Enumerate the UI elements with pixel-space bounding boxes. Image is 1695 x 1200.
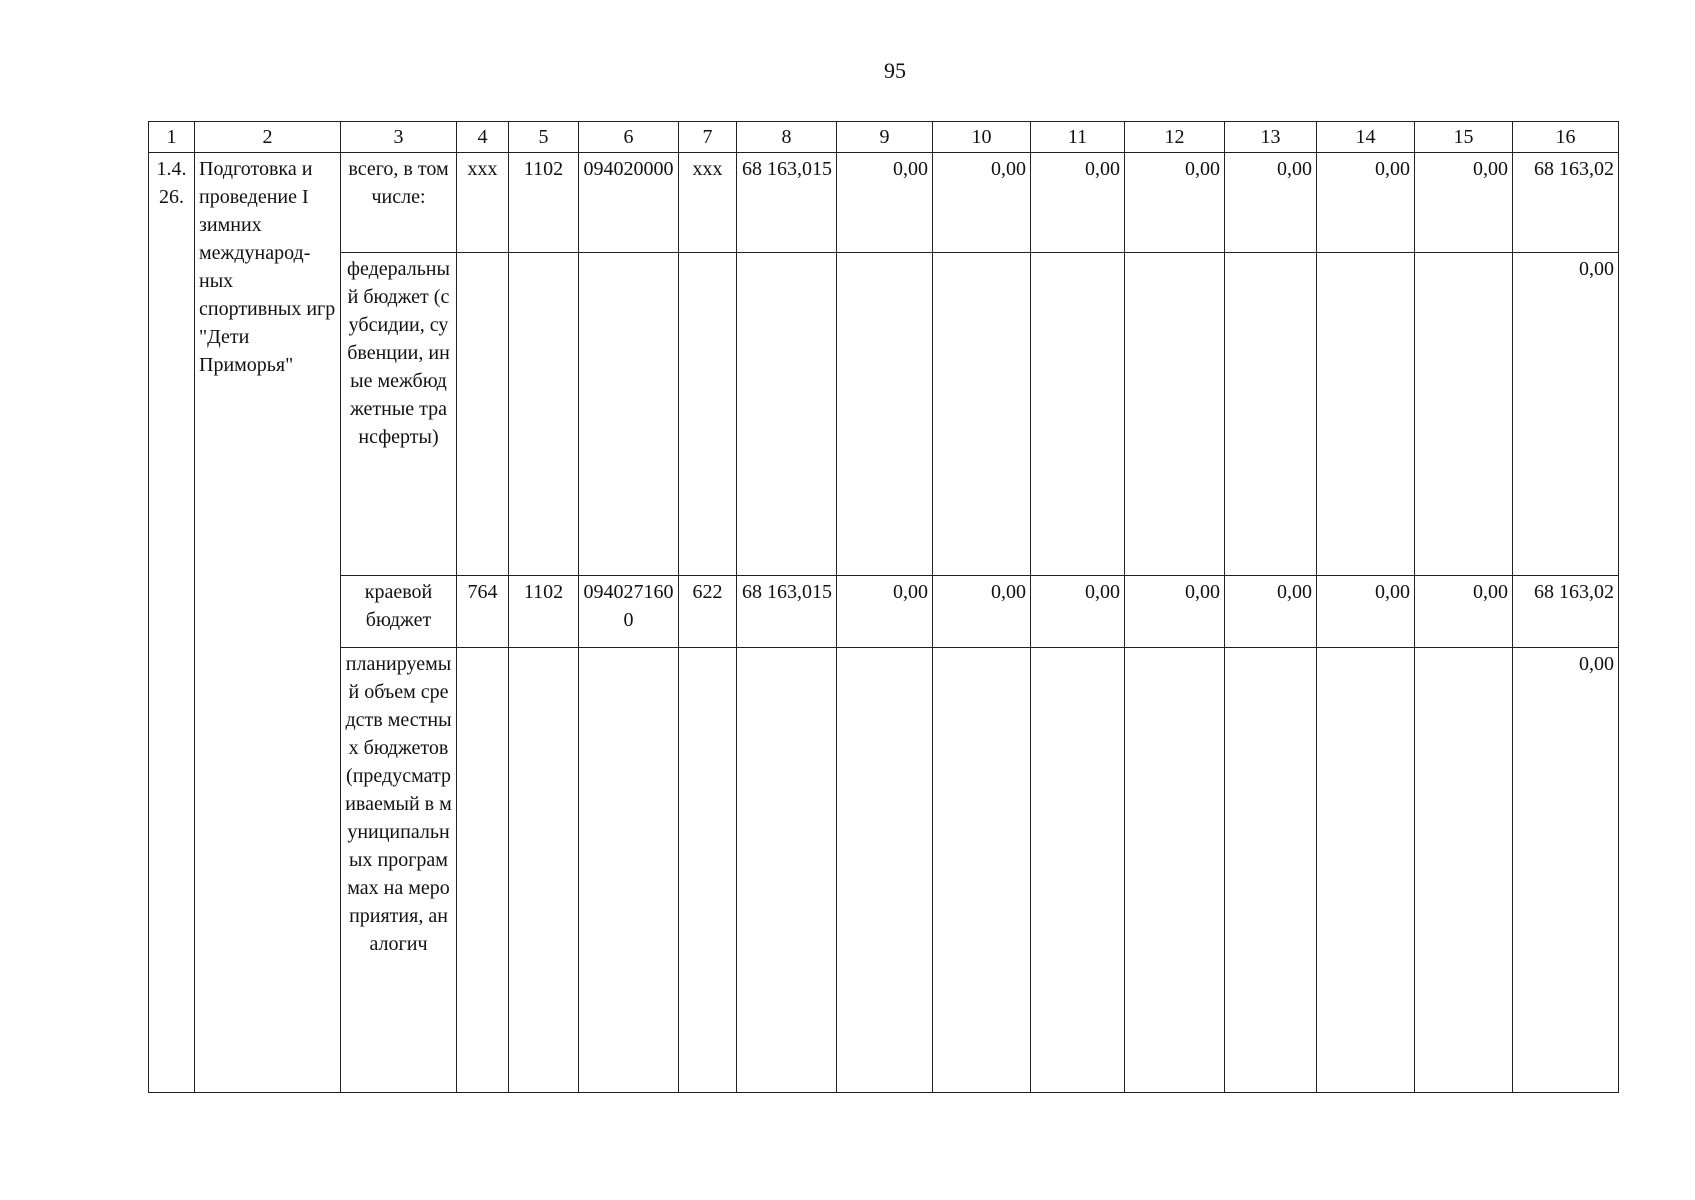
cell-c12 <box>1125 648 1225 1093</box>
cell-c8: 68 163,015 <box>737 153 837 253</box>
header-row <box>149 122 1619 153</box>
cell-c7 <box>679 253 737 576</box>
cell-c12: 0,00 <box>1125 153 1225 253</box>
cell-c8: 68 163,015 <box>737 576 837 648</box>
cell-c7: xxx <box>679 153 737 253</box>
cell-c9: 0,00 <box>837 153 933 253</box>
cell-c6: 094020000 <box>579 153 679 253</box>
cell-c6 <box>579 648 679 1093</box>
cell-c15 <box>1415 253 1513 576</box>
source-label: планируемый объем средств местных бюджетов (предусматриваемый в муниципальных программах на мероприятия, аналогич <box>341 648 457 1093</box>
cell-c11: 0,00 <box>1031 153 1125 253</box>
page-number: 95 <box>884 58 906 83</box>
cell-c11: 0,00 <box>1031 576 1125 648</box>
cell-c15: 0,00 <box>1415 153 1513 253</box>
cell-c13 <box>1225 648 1317 1093</box>
cell-c4: 764 <box>457 576 509 648</box>
table-row <box>149 253 1619 576</box>
table-row <box>149 576 1619 648</box>
cell-c14 <box>1317 253 1415 576</box>
cell-c9 <box>837 253 933 576</box>
table-row <box>149 153 1619 253</box>
cell-c15: 0,00 <box>1415 576 1513 648</box>
budget-table <box>148 121 1619 1093</box>
cell-c7 <box>679 648 737 1093</box>
cell-c6: 0940271600 <box>579 576 679 648</box>
cell-c8 <box>737 648 837 1093</box>
header-cell: 7 <box>679 122 737 153</box>
cell-c9 <box>837 648 933 1093</box>
source-label: всего, в том числе: <box>341 153 457 253</box>
header-cell: 6 <box>579 122 679 153</box>
header-cell: 12 <box>1125 122 1225 153</box>
cell-c5: 1102 <box>509 153 579 253</box>
row-name: Подготовка и проведение I зимних международ-ных спортивных игр "Дети Приморья" <box>195 153 341 1093</box>
cell-c5 <box>509 648 579 1093</box>
header-cell: 16 <box>1513 122 1619 153</box>
cell-c4 <box>457 253 509 576</box>
header-cell: 5 <box>509 122 579 153</box>
header-cell: 15 <box>1415 122 1513 153</box>
source-label: федеральный бюджет (субсидии, субвенции, иные межбюджетные трансферты) <box>341 253 457 576</box>
source-label: краевой бюджет <box>341 576 457 648</box>
cell-c10 <box>933 648 1031 1093</box>
cell-c12 <box>1125 253 1225 576</box>
cell-c5 <box>509 253 579 576</box>
header-cell: 4 <box>457 122 509 153</box>
header-cell: 8 <box>737 122 837 153</box>
cell-c11 <box>1031 253 1125 576</box>
header-cell: 14 <box>1317 122 1415 153</box>
cell-c16: 68 163,02 <box>1513 153 1619 253</box>
cell-c13: 0,00 <box>1225 153 1317 253</box>
cell-c6 <box>579 253 679 576</box>
header-cell: 9 <box>837 122 933 153</box>
header-cell: 11 <box>1031 122 1125 153</box>
header-cell: 10 <box>933 122 1031 153</box>
cell-c8 <box>737 253 837 576</box>
cell-c10: 0,00 <box>933 153 1031 253</box>
cell-c14: 0,00 <box>1317 153 1415 253</box>
cell-c14: 0,00 <box>1317 576 1415 648</box>
cell-c10: 0,00 <box>933 576 1031 648</box>
cell-c12: 0,00 <box>1125 576 1225 648</box>
cell-c11 <box>1031 648 1125 1093</box>
cell-c14 <box>1317 648 1415 1093</box>
cell-c15 <box>1415 648 1513 1093</box>
cell-c5: 1102 <box>509 576 579 648</box>
header-cell: 13 <box>1225 122 1317 153</box>
header-cell: 3 <box>341 122 457 153</box>
cell-c16: 68 163,02 <box>1513 576 1619 648</box>
header-cell: 1 <box>149 122 195 153</box>
row-id: 1.4.26. <box>149 153 195 1093</box>
cell-c7: 622 <box>679 576 737 648</box>
cell-c13 <box>1225 253 1317 576</box>
cell-c16: 0,00 <box>1513 253 1619 576</box>
table-row <box>149 648 1619 1093</box>
header-cell: 2 <box>195 122 341 153</box>
cell-c16: 0,00 <box>1513 648 1619 1093</box>
cell-c9: 0,00 <box>837 576 933 648</box>
cell-c4: xxx <box>457 153 509 253</box>
cell-c4 <box>457 648 509 1093</box>
cell-c13: 0,00 <box>1225 576 1317 648</box>
cell-c10 <box>933 253 1031 576</box>
